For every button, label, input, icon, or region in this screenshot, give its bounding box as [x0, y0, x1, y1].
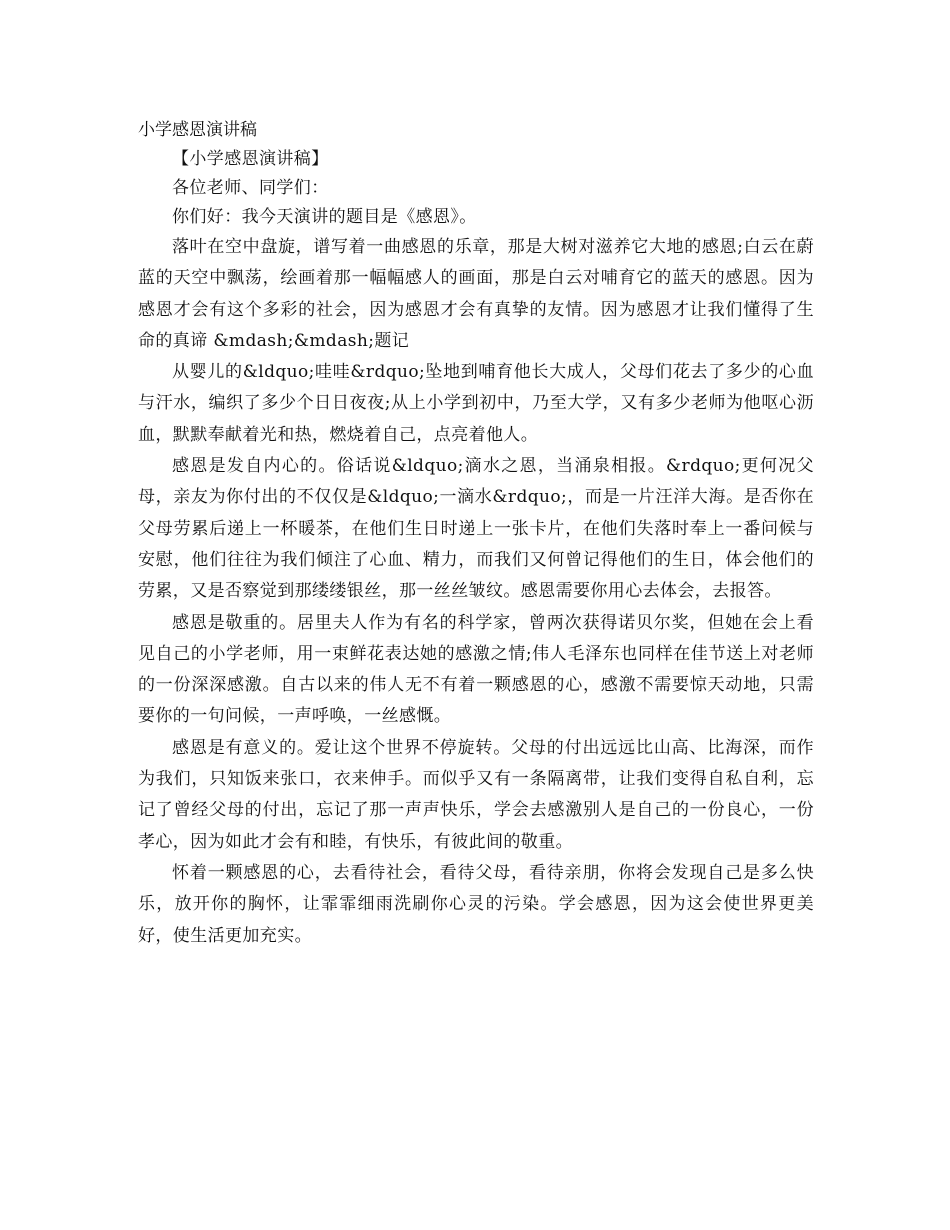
- paragraph: 感恩是敬重的。居里夫人作为有名的科学家，曾两次获得诺贝尔奖，但她在会上看见自己的小学老师，用一束鲜花表达她的感激之情;伟人毛泽东也同样在佳节送上对老师的一份深深感激。自古以来的伟人无不有着一颗感恩的心，感激不需要惊天动地，只需要你的一句问候，一声呼唤，一丝感慨。: [138, 612, 814, 727]
- paragraph: 感恩是有意义的。爱让这个世界不停旋转。父母的付出远远比山高、比海深，而作为我们，只知饭来张口，衣来伸手。而似乎又有一条隔离带，让我们变得自私自利，忘记了曾经父母的付出，忘记了那一声声快乐，学会去感激别人是自己的一份良心，一份孝心，因为如此才会有和睦，有快乐，有彼此间的敬重。: [138, 737, 814, 852]
- paragraph: 怀着一颗感恩的心，去看待社会，看待父母，看待亲朋，你将会发现自己是多么快乐，放开你的胸怀，让霏霏细雨洗刷你心灵的污染。学会感恩，因为这会使世界更美好，使生活更加充实。: [138, 862, 814, 946]
- document-body: [138, 116, 814, 952]
- paragraph: 从婴儿的&ldquo;哇哇&rdquo;坠地到哺育他长大成人，父母们花去了多少的心血与汗水，编织了多少个日日夜夜;从上小学到初中，乃至大学，又有多少老师为他呕心沥血，默默奉献着光和热，燃烧着自己，点亮着他人。: [138, 362, 814, 445]
- document-title: 小学感恩演讲稿: [138, 120, 257, 140]
- greeting: 你们好：我今天演讲的题目是《感恩》。: [172, 207, 477, 227]
- salutation: 各位老师、同学们：: [172, 178, 329, 198]
- paragraph: 落叶在空中盘旋，谱写着一曲感恩的乐章，那是大树对滋养它大地的感恩;白云在蔚蓝的天空中飘荡，绘画着那一幅幅感人的画面，那是白云对哺育它的蓝天的感恩。因为感恩才会有这个多彩的社会，因为感恩才会有真挚的友情。因为感恩才让我们懂得了生命的真谛 &mdash;&mdash;题记: [138, 237, 814, 351]
- paragraph: 感恩是发自内心的。俗话说&ldquo;滴水之恩，当涌泉相报。&rdquo;更何况父母，亲友为你付出的不仅仅是&ldquo;一滴水&rdquo;，而是一片汪洋大海。是否你在父母劳累后递上一杯暖茶，在他们生日时递上一张卡片，在他们失落时奉上一番问候与安慰，他们往往为我们倾注了心血、精力，而我们又何曾记得他们的生日，体会他们的劳累，又是否察觉到那缕缕银丝，那一丝丝皱纹。感恩需要你用心去体会，去报答。: [138, 456, 814, 602]
- speech-heading: 【小学感恩演讲稿】: [172, 149, 329, 169]
